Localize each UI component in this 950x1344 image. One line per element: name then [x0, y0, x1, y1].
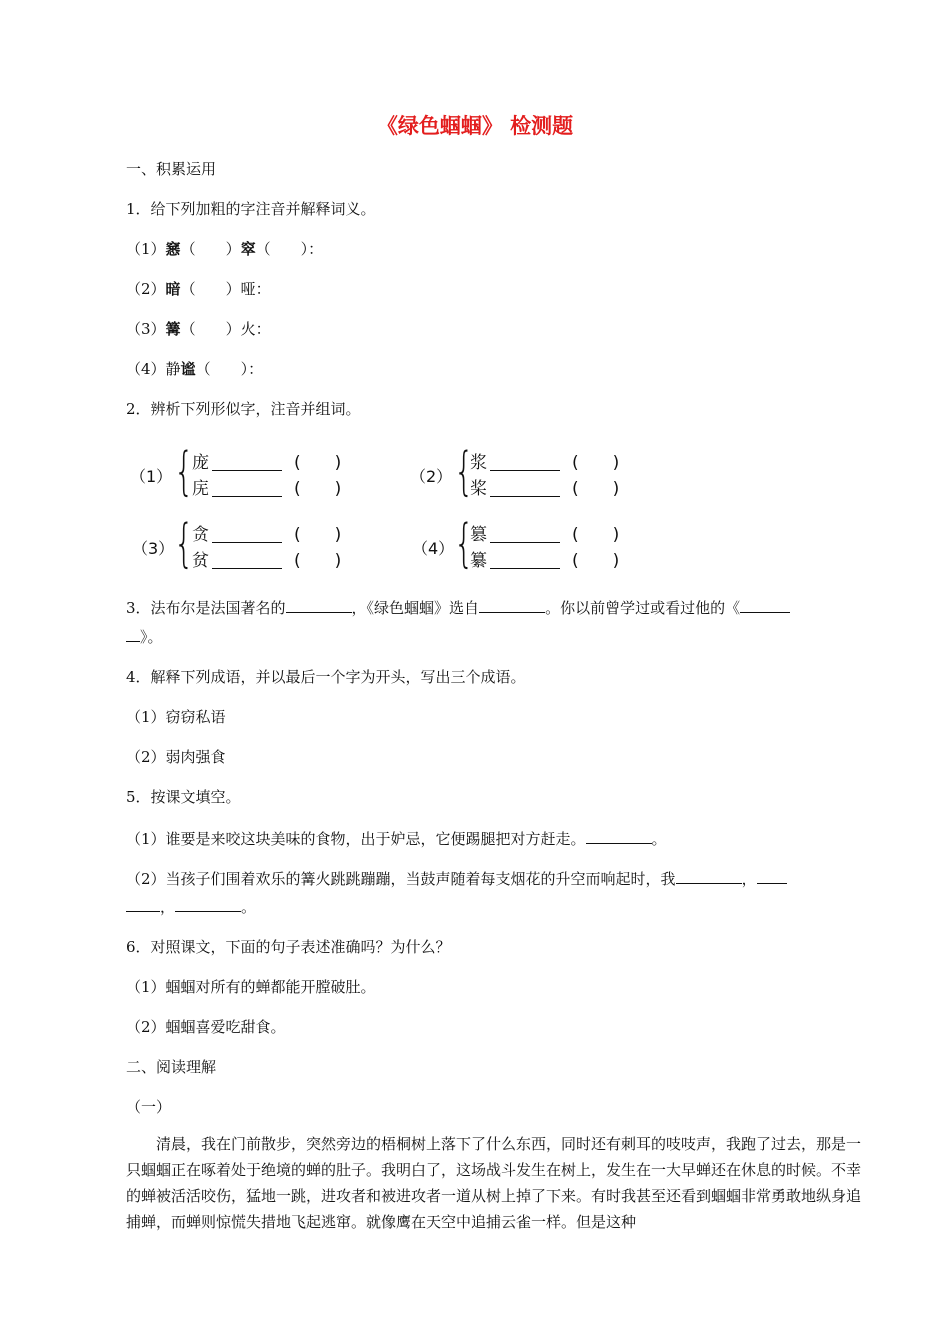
- bold-char: 谧: [180, 360, 196, 378]
- answer-blank[interactable]: [212, 548, 282, 569]
- bold-char: 窣: [240, 240, 256, 258]
- question-1-stem: 1．给下列加粗的字注音并解释词义。: [126, 200, 376, 218]
- answer-blank[interactable]: [586, 829, 652, 844]
- question-5-item-2-line-2: ， 。: [126, 896, 256, 917]
- char-row: 篡 ( ): [470, 522, 619, 548]
- similar-char-group-2: （2） { 浆 ( ) 桨 ( ): [410, 442, 620, 502]
- question-1-item-3: （3）篝（ ）火：: [126, 320, 271, 338]
- answer-blank[interactable]: [490, 548, 560, 569]
- question-4-item-1: （1）窃窃私语: [126, 708, 226, 726]
- char-row: 贫 ( ): [192, 548, 341, 574]
- answer-blank[interactable]: [212, 522, 282, 543]
- question-5-item-2-line-1: （2）当孩子们围着欢乐的篝火跳跳蹦蹦，当鼓声随着每支烟花的升空而响起时，我 ，: [126, 868, 787, 889]
- brace: {: [174, 514, 194, 574]
- question-4-stem: 4．解释下列成语，并以最后一个字为开头，写出三个成语。: [126, 668, 526, 686]
- question-5-item-1: （1）谁要是来咬这块美味的食物，出于妒忌，它便踢腿把对方赶走。 。: [126, 830, 667, 848]
- similar-char-group-4: （4） { 篡 ( ) 纂 ( ): [412, 514, 620, 574]
- answer-blank[interactable]: [126, 627, 140, 642]
- question-6-item-2: （2）蝈蝈喜爱吃甜食。: [126, 1018, 286, 1036]
- answer-blank[interactable]: [490, 450, 560, 471]
- question-3-line-1: 3．法布尔是法国著名的 ，《绿色蝈蝈》选自 。你以前曾学过或看过他的《: [126, 597, 790, 618]
- question-5-stem: 5．按课文填空。: [126, 788, 241, 806]
- answer-blank[interactable]: [676, 869, 742, 884]
- char-row: 纂 ( ): [470, 548, 619, 574]
- brace: {: [454, 514, 474, 574]
- reading-passage: 清晨，我在门前散步，突然旁边的梧桐树上落下了什么东西，同时还有刺耳的吱吱声，我跑了过去，那是一只蝈蝈正在啄着处于绝境的蝉的肚子。我明白了，这场战斗发生在树上，发生在一大早蝉还在休息的时候。不幸的蝉被活活咬伤，猛地一跳，进攻者和被进攻者一道从树上掉了下来。有时我甚至还看到蝈蝈非常勇敢地纵身追捕蝉，而蝉则惊慌失措地飞起逃窜。就像鹰在天空中追捕云雀一样。但是这种: [126, 1135, 862, 1231]
- char-row: 庞 ( ): [192, 450, 341, 476]
- answer-blank[interactable]: [479, 598, 545, 613]
- bold-char: 篝: [165, 320, 181, 338]
- question-6-item-1: （1）蝈蝈对所有的蝉都能开膛破肚。: [126, 978, 376, 996]
- question-1-item-2: （2）暗（ ）哑：: [126, 280, 271, 298]
- section-heading-2: 二、阅读理解: [126, 1058, 217, 1076]
- answer-blank[interactable]: [757, 869, 787, 884]
- char-row: 贪 ( ): [192, 522, 341, 548]
- section-heading-1: 一、积累运用: [126, 160, 217, 178]
- answer-blank[interactable]: [490, 476, 560, 497]
- answer-blank[interactable]: [212, 450, 282, 471]
- char-row: 庑 ( ): [192, 476, 341, 502]
- question-2-stem: 2．辨析下列形似字，注音并组词。: [126, 400, 361, 418]
- similar-char-group-3: （3） { 贪 ( ) 贫 ( ): [132, 514, 342, 574]
- answer-blank[interactable]: [490, 522, 560, 543]
- question-6-stem: 6．对照课文，下面的句子表述准确吗？为什么？: [126, 938, 451, 956]
- answer-blank[interactable]: [175, 897, 241, 912]
- similar-char-group-1: （1） { 庞 ( ) 庑 ( ): [130, 442, 342, 502]
- question-1-item-4: （4）静谧（ ）：: [126, 360, 264, 378]
- answer-blank[interactable]: [740, 598, 790, 613]
- page-title: 《绿色蝈蝈》 检测题: [376, 114, 574, 138]
- char-row: 桨 ( ): [470, 476, 619, 502]
- bold-char: 窸: [165, 240, 181, 258]
- brace: {: [174, 442, 194, 502]
- answer-blank[interactable]: [212, 476, 282, 497]
- answer-blank[interactable]: [286, 598, 352, 613]
- question-1-item-1: （1）窸（ ）窣（ ）：: [126, 240, 324, 258]
- question-3-line-2: 》。: [126, 626, 163, 647]
- question-4-item-2: （2）弱肉强食: [126, 748, 226, 766]
- brace: {: [454, 442, 474, 502]
- reading-passage-label: （一）: [126, 1098, 172, 1116]
- char-row: 浆 ( ): [470, 450, 619, 476]
- answer-blank[interactable]: [126, 897, 160, 912]
- bold-char: 暗: [165, 280, 181, 298]
